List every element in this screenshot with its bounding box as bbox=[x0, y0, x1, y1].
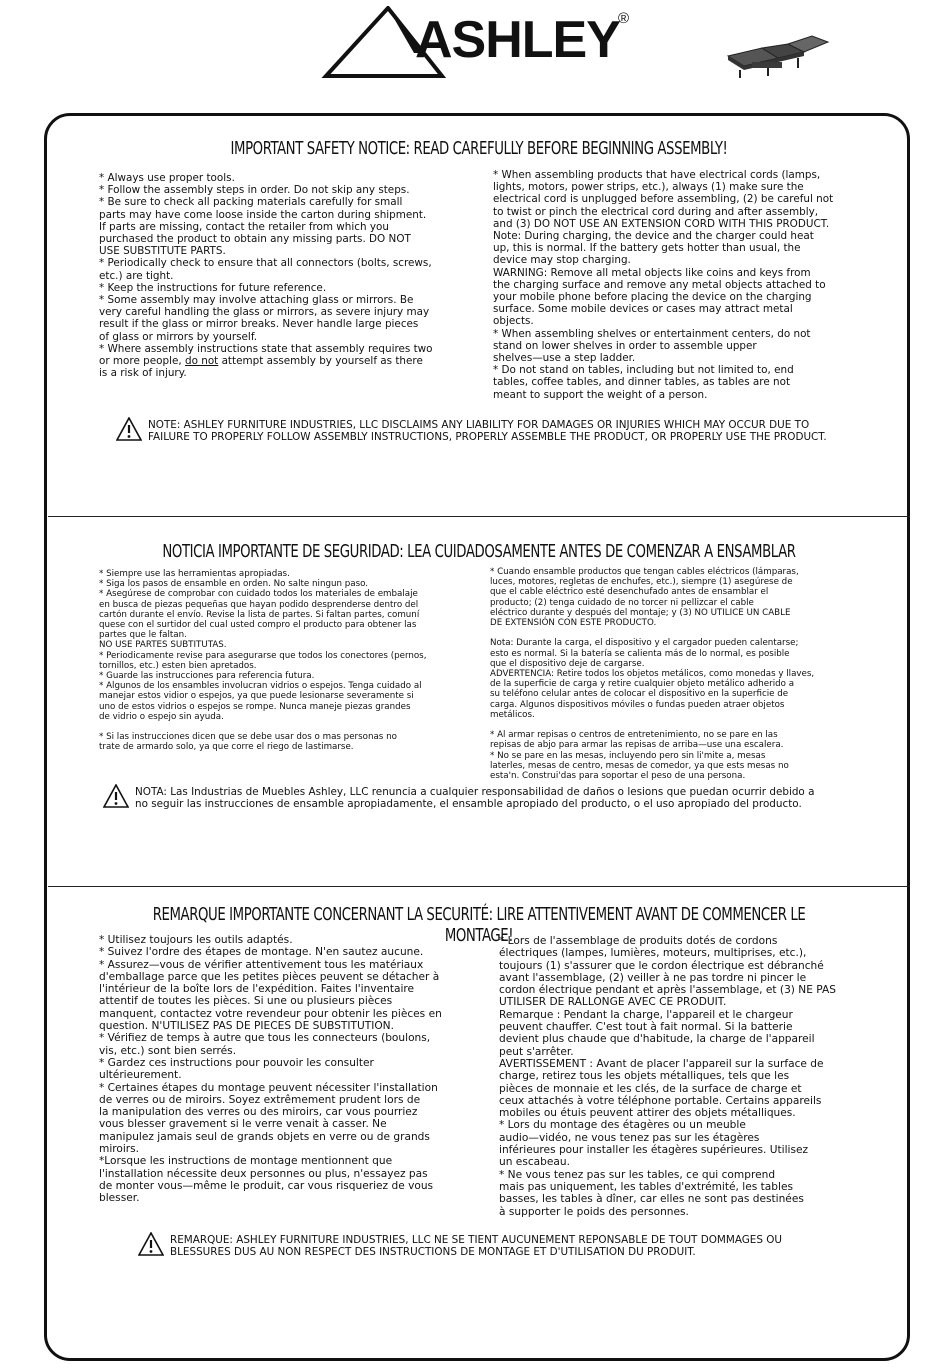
en-left-column bbox=[99, 172, 484, 379]
es-liability-notice bbox=[103, 786, 893, 810]
fr-left-text: * Utilisez toujours les outils adaptés. * Suivez l'ordre des étapes de montage. N'en sautez aucune. * Assurez—vous de vérifier attentivement tous les matériaux d'emballage parce que les petites pièces peuvent se détacher à l'intérieur de la boîte lors de l'expédition. Faites l'inventaire attentif de toutes les pièces. Si une ou plusieurs pièces manquent, contactez votre revendeur pour obtenir les pièces en question. N'UTILISEZ PAS DE PIECES DE SUBSTITUTION. * Vérifiez de temps à autre que tous les connecteurs (boulons, vis, etc.) sont bien serrés. * Gardez ces instructions pour pouvoir les consulter ultérieurement. * Certaines étapes du montage peuvent nécessiter l'installation de verres ou de miroirs. Soyez extrêmement prudent lors de la manipulation des verres ou des miroirs, car vous pourriez vous blesser gravement si le verre venait à casser. Ne manipulez jamais seul de grands objets en verre ou de grands miroirs. *Lorsque les instructions de montage mentionnent que l'installation nécessite deux personnes ou plus, n'essayez pas de monter vous—même le produit, car vous risqueriez de vous blesser. bbox=[99, 934, 442, 1205]
es-right-column bbox=[490, 567, 865, 781]
section-title-fr: REMARQUE IMPORTANTE CONCERNANT LA SECURITÉ: LIRE ATTENTIVEMENT AVANT DE COMMENCER LE MONTAGE! bbox=[152, 904, 806, 946]
text-part: * Where assembly instructions state that assembly requires two or more people, bbox=[99, 342, 433, 368]
es-right-text: * Cuando ensamble productos que tengan cables eléctricos (lámparas, luces, motores, regletas de enchufes, etc.), siempre (1) asegúrese de que el cable eléctrico esté desenchufado antes de ensamblar el producto; (2) tenga cuidado de no torcer ni pellizcar el cable eléctrico durante y después del montaje; y (3) NO UTILICE UN CABLE DE EXTENSIÓN CON ESTE PRODUCTO. Nota: Durante la carga, el dispositivo y el cargador pueden calentarse; esto es normal. Si la batería se calienta más de lo normal, es posible que el dispositivo deje de cargarse. ADVERTENCIA: Retire todos los objetos metálicos, como monedas y llaves, de la superficie de carga y retire cualquier objeto metálico adherido a su teléfono celular antes de colocar el dispositivo en la superficie de carga. Algunos dispositivos móviles o fundas pueden atraer objetos metálicos. * Al armar repisas o centros de entretenimiento, no se pare en las repisas de abjo para armar las repisas de arriba—use una escalera. * No se pare en las mesas, incluyendo pero sin li'mite a, mesas laterles, mesas de centro, mesas de comedor, ya que ests mesas no esta'n. Construi'das para soportar el peso de una persona. bbox=[490, 567, 815, 782]
en-left-item: * Keep the instructions for future reference. bbox=[99, 281, 327, 294]
fr-right-text: * Lors de l'assemblage de produits dotés de cordons électriques (lampes, lumières, moteurs, multiprises, etc.), toujours (1) s'assurer que le cordon électrique est débranché avant l'assemblage, (2) veiller à ne pas tordre ni pincer le cordon électrique pendant et après l'assemblage, et (3) NE PAS UTILISER DE RALLONGE AVEC CE PRODUIT. Remarque : Pendant la charge, l'appareil et le chargeur peuvent chauffer. C'est tout à fait normal. Si la batterie devient plus chaude que d'habitude, la charge de l'appareil peut s'arrêter. AVERTISSEMENT : Avant de placer l'appareil sur la surface de charge, retirez tous les objets métalliques, tels que les pièces de monnaie et les clés, de la surface de charge et ceux attachés à votre téléphone portable. Certains appareils mobiles ou étuis peuvent attirer des objets métalliques. * Lors du montage des étagères ou un meuble audio—vidéo, ne vous tenez pas sur les étagères inférieures pour installer les étagères supérieures. Utilisez un escabeau. * Ne vous tenez pas sur les tables, ce qui comprend mais pas uniquement, les tables d'extrémité, les tables basses, les tables à dîner, car elles ne sont pas destinées à supporter le poids des personnes. bbox=[499, 935, 836, 1218]
warning-icon bbox=[116, 417, 142, 441]
warning-icon bbox=[138, 1232, 164, 1256]
page-header bbox=[0, 0, 950, 110]
registered-mark: ® bbox=[618, 10, 630, 27]
es-left-column bbox=[99, 569, 479, 753]
en-right-item: * Do not stand on tables, including but not limited to, end tables, coffee tables, and dinner tables, as tables are not meant to support the weight of a person. bbox=[493, 364, 794, 401]
ashley-logo bbox=[320, 6, 650, 80]
brand-name: ASHLEY bbox=[415, 11, 620, 69]
es-left-text: * Siempre use las herramientas apropiadas. * Siga los pasos de ensamble en orden. No salte ningun paso. * Asegúrese de comprobar con cuidado todos los materiales de embalaje en busca de piezas pequeñas que hayan podido desprenderse dentro del cartón durante el envío. Revise la lista de partes. Si faltan partes, comuní quese con el surtidor del cual usted compro el producto para obtener las partes que le faltan. NO USE PARTES SUBTITUTAS. * Periodicamente revise para asegurarse que todos los conectores (pernos, tornillos, etc.) esten bien apretados. * Guarde las instrucciones para referencia futura. * Algunos de los ensambles involucran vidrios o espejos. Tenga cuidado al manejar estos vidior o espejos, ya que puede lesionarse severamente si uno de estos vidrios o espejos se rompe. Nunca maneje piezas grandes de vidrio o espejo sin ayuda. * Si las instrucciones dicen que se debe usar dos o mas personas no trate de armardo solo, ya que corre el riego de lastimarse. bbox=[99, 569, 427, 753]
section-title-es: NOTICIA IMPORTANTE DE SEGURIDAD: LEA CUIDADOSAMENTE ANTES DE COMENZAR A ENSAMBLAR bbox=[162, 541, 796, 562]
fr-left-column bbox=[99, 934, 479, 1205]
en-left-item: * Always use proper tools. bbox=[99, 172, 235, 184]
warning-icon bbox=[103, 784, 129, 808]
notice-text: NOTA: Las Industrias de Muebles Ashley, LLC renuncia a cualquier responsabilidad de daños o lesions que puedan ocurrir debido a no seguir las instrucciones de ensamble apropiadamente, el ensamble apropiado del producto, o el uso apropiado del producto. bbox=[135, 786, 815, 811]
en-left-item: * Be sure to check all packing materials carefully for small parts may have come loose inside the carton during shipment. If parts are missing, contact the retailer from which you purchased the product to obtain any missing parts. DO NOT USE SUBSTITUTE PARTS. bbox=[99, 196, 427, 258]
en-liability-notice bbox=[116, 419, 876, 443]
adjustable-bed-base-icon bbox=[722, 34, 832, 84]
notice-text: REMARQUE: ASHLEY FURNITURE INDUSTRIES, LLC NE SE TIENT AUCUNEMENT REPONSABLE DE TOUT DOMMAGES OU BLESSURES DUS AU NON RESPECT DES INSTRUCTIONS DE MONTAGE ET D'UTILISATION DU PRODUIT. bbox=[170, 1234, 783, 1259]
en-right-column bbox=[493, 169, 863, 401]
notice-text: NOTE: ASHLEY FURNITURE INDUSTRIES, LLC DISCLAIMS ANY LIABILITY FOR DAMAGES OR INJURIES WHICH MAY OCCUR DUE TO FAILURE TO PROPERLY FOLLOW ASSEMBLY INSTRUCTIONS, PROPERLY ASSEMBLE THE PRODUCT, OR PROPERLY USE THE PRODUCT. bbox=[148, 419, 827, 444]
section-divider bbox=[48, 886, 910, 887]
en-left-item-last bbox=[99, 343, 484, 380]
fr-right-column bbox=[499, 935, 869, 1218]
en-left-item: * Some assembly may involve attaching glass or mirrors. Be very careful handling the glass or mirrors, as severe injury may result if the glass or mirror breaks. Never handle large pieces of glass or mirrors by yourself. bbox=[99, 294, 430, 343]
en-right-item: * When assembling shelves or entertainment centers, do not stand on lower shelves in order to assemble upper shelves—use a step ladder. bbox=[493, 327, 811, 365]
en-left-item: * Follow the assembly steps in order. Do not skip any steps. bbox=[99, 184, 410, 197]
en-right-item: * When assembling products that have electrical cords (lamps, lights, motors, power strips, etc.), always (1) make sure the electrical cord is unplugged before assembling, (2) be careful not to twist or pinch the electrical cord during and after assembly, and (3) DO NOT USE AN EXTENSION CORD WITH THIS PRODUCT. Note: During charging, the device and the charger could heat up, this is normal. If the battery gets hotter than usual, the device may stop charging. WARNING: Remove all metal objects like coins and keys from the charging surface and remove any metal objects attached to your mobile phone before placing the device on the charging surface. Some mobile devices or cases may attract metal objects. bbox=[493, 169, 834, 328]
underlined-text: do not bbox=[184, 355, 219, 368]
section-title-en: IMPORTANT SAFETY NOTICE: READ CAREFULLY BEFORE BEGINNING ASSEMBLY! bbox=[230, 138, 728, 159]
section-divider bbox=[48, 516, 910, 517]
fr-liability-notice bbox=[138, 1234, 858, 1258]
text-part: attempt assembly by yourself as there is a risk of injury. bbox=[99, 355, 423, 380]
en-left-item: * Periodically check to ensure that all connectors (bolts, screws, etc.) are tight. bbox=[99, 257, 432, 282]
